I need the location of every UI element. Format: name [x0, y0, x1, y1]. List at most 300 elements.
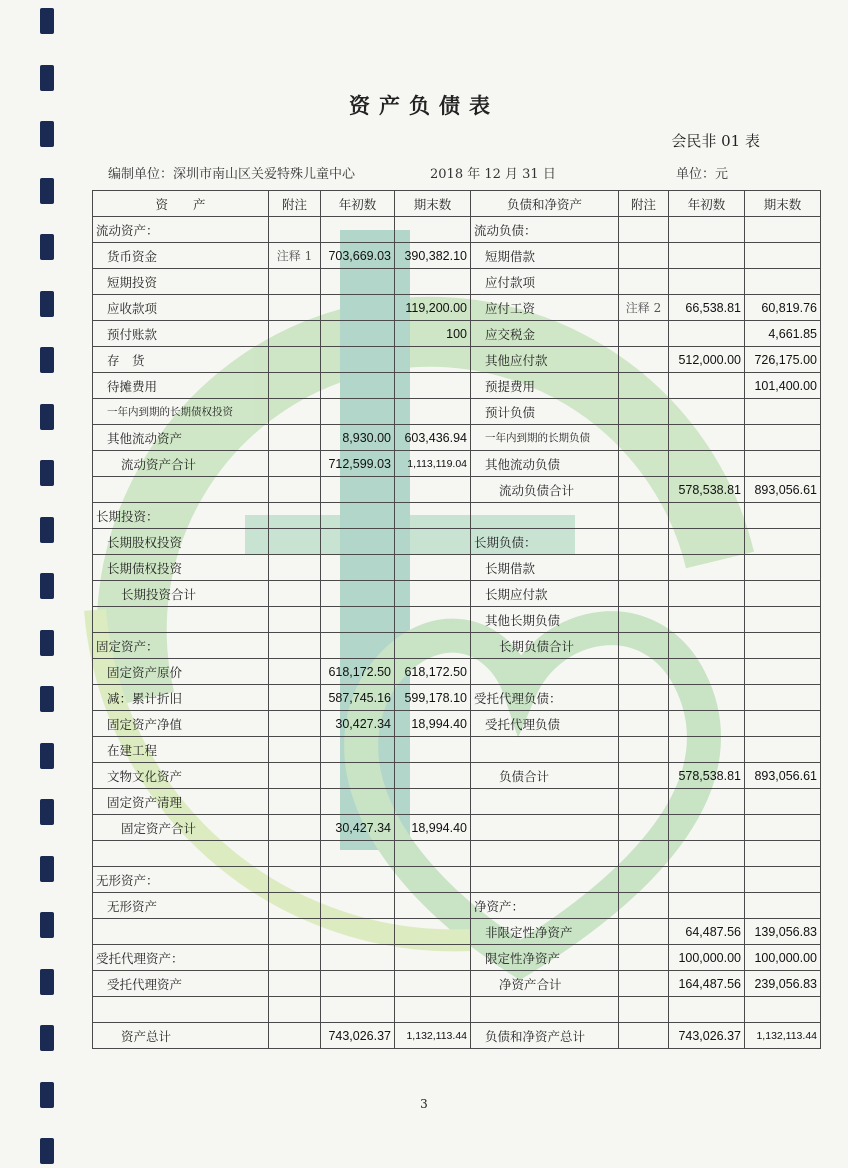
liability-note-cell: 注释 2: [619, 295, 669, 321]
table-row: [93, 243, 821, 269]
liability-label-cell: 应付款项: [471, 269, 619, 295]
liability-label-cell: [471, 841, 619, 867]
asset-end-cell: [395, 789, 471, 815]
table-row: [93, 685, 821, 711]
asset-end-cell: 1,113,119.04: [395, 451, 471, 477]
liability-begin-cell: [669, 529, 745, 555]
liability-begin-cell: [669, 503, 745, 529]
header-begin-2: 年初数: [669, 191, 745, 217]
table-row: [93, 1023, 821, 1049]
liability-note-cell: [619, 893, 669, 919]
asset-end-cell: [395, 867, 471, 893]
asset-end-cell: 100: [395, 321, 471, 347]
header-end: 期末数: [395, 191, 471, 217]
liability-note-cell: [619, 841, 669, 867]
asset-end-cell: [395, 971, 471, 997]
currency-unit: 单位：元: [676, 167, 729, 182]
liability-note-cell: [619, 789, 669, 815]
liability-begin-cell: [669, 841, 745, 867]
asset-label-cell: 长期投资：: [93, 503, 269, 529]
header-end-2: 期末数: [745, 191, 821, 217]
liability-begin-cell: [669, 217, 745, 243]
asset-note-cell: [269, 373, 321, 399]
table-row: [93, 841, 821, 867]
binding-hole: [40, 1138, 54, 1164]
liability-label-cell: 应付工资: [471, 295, 619, 321]
binding-hole: [40, 856, 54, 882]
header-note: 附注: [269, 191, 321, 217]
liability-begin-cell: [669, 737, 745, 763]
liability-note-cell: [619, 217, 669, 243]
liability-note-cell: [619, 763, 669, 789]
liability-begin-cell: [669, 789, 745, 815]
liability-begin-cell: 578,538.81: [669, 477, 745, 503]
asset-note-cell: [269, 763, 321, 789]
liability-end-cell: [745, 503, 821, 529]
header-note-2: 附注: [619, 191, 669, 217]
asset-begin-cell: [321, 555, 395, 581]
liability-note-cell: [619, 659, 669, 685]
liability-begin-cell: 743,026.37: [669, 1023, 745, 1049]
asset-note-cell: [269, 919, 321, 945]
asset-note-cell: [269, 1023, 321, 1049]
asset-begin-cell: 30,427.34: [321, 711, 395, 737]
liability-label-cell: 净资产合计: [471, 971, 619, 997]
page-title: 资产负债表: [349, 93, 499, 118]
binding-hole: [40, 291, 54, 317]
asset-end-cell: [395, 633, 471, 659]
liability-end-cell: [745, 789, 821, 815]
table-row: [93, 971, 821, 997]
asset-note-cell: [269, 451, 321, 477]
asset-end-cell: [395, 477, 471, 503]
asset-end-cell: [395, 581, 471, 607]
liability-begin-cell: 100,000.00: [669, 945, 745, 971]
liability-begin-cell: [669, 399, 745, 425]
asset-label-cell: 减：累计折旧: [93, 685, 269, 711]
asset-begin-cell: [321, 373, 395, 399]
liability-end-cell: [745, 243, 821, 269]
asset-note-cell: [269, 737, 321, 763]
table-row: [93, 607, 821, 633]
asset-label-cell: 固定资产净值: [93, 711, 269, 737]
asset-end-cell: [395, 607, 471, 633]
spiral-binding: [40, 0, 54, 1168]
asset-label-cell: [93, 477, 269, 503]
liability-note-cell: [619, 555, 669, 581]
asset-note-cell: [269, 503, 321, 529]
table-row: [93, 217, 821, 243]
asset-end-cell: [395, 945, 471, 971]
asset-label-cell: 长期股权投资: [93, 529, 269, 555]
asset-end-cell: [395, 503, 471, 529]
liability-begin-cell: [669, 633, 745, 659]
liability-label-cell: 长期借款: [471, 555, 619, 581]
table-row: [93, 503, 821, 529]
liability-label-cell: [471, 997, 619, 1023]
liability-note-cell: [619, 529, 669, 555]
table-row: [93, 997, 821, 1023]
liability-label-cell: 一年内到期的长期负债: [471, 425, 619, 451]
asset-note-cell: [269, 425, 321, 451]
liability-end-cell: [745, 269, 821, 295]
table-row: [93, 295, 821, 321]
asset-note-cell: [269, 607, 321, 633]
asset-note-cell: [269, 321, 321, 347]
asset-begin-cell: 743,026.37: [321, 1023, 395, 1049]
asset-begin-cell: 712,599.03: [321, 451, 395, 477]
table-row: [93, 425, 821, 451]
liability-end-cell: 239,056.83: [745, 971, 821, 997]
asset-begin-cell: [321, 581, 395, 607]
asset-end-cell: 18,994.40: [395, 815, 471, 841]
table-row: [93, 269, 821, 295]
form-code: 会民非 01 表: [671, 132, 760, 150]
liability-label-cell: 净资产：: [471, 893, 619, 919]
asset-begin-cell: [321, 789, 395, 815]
liability-label-cell: [471, 867, 619, 893]
liability-end-cell: [745, 399, 821, 425]
liability-label-cell: 限定性净资产: [471, 945, 619, 971]
liability-begin-cell: [669, 607, 745, 633]
table-row: [93, 945, 821, 971]
liability-label-cell: 预计负债: [471, 399, 619, 425]
liability-end-cell: [745, 633, 821, 659]
asset-begin-cell: [321, 607, 395, 633]
asset-note-cell: [269, 815, 321, 841]
asset-label-cell: 一年内到期的长期债权投资: [93, 399, 269, 425]
liability-begin-cell: [669, 659, 745, 685]
asset-note-cell: [269, 399, 321, 425]
binding-hole: [40, 912, 54, 938]
liability-end-cell: [745, 685, 821, 711]
asset-note-cell: [269, 789, 321, 815]
asset-note-cell: [269, 685, 321, 711]
table-row: [93, 373, 821, 399]
asset-begin-cell: [321, 945, 395, 971]
liability-begin-cell: [669, 815, 745, 841]
liability-note-cell: [619, 347, 669, 373]
asset-end-cell: [395, 841, 471, 867]
binding-hole: [40, 404, 54, 430]
asset-note-cell: [269, 633, 321, 659]
table-row: [93, 451, 821, 477]
asset-label-cell: 在建工程: [93, 737, 269, 763]
page-number: 3: [420, 1097, 428, 1111]
asset-label-cell: 短期投资: [93, 269, 269, 295]
liability-label-cell: 受托代理负债: [471, 711, 619, 737]
asset-note-cell: [269, 217, 321, 243]
asset-label-cell: 流动资产：: [93, 217, 269, 243]
asset-label-cell: [93, 919, 269, 945]
liability-end-cell: [745, 711, 821, 737]
liability-end-cell: [745, 425, 821, 451]
table-row: [93, 711, 821, 737]
asset-label-cell: 流动资产合计: [93, 451, 269, 477]
asset-end-cell: [395, 997, 471, 1023]
liability-note-cell: [619, 451, 669, 477]
liability-begin-cell: [669, 893, 745, 919]
asset-end-cell: [395, 737, 471, 763]
liability-note-cell: [619, 581, 669, 607]
liability-end-cell: [745, 841, 821, 867]
table-row: [93, 399, 821, 425]
table-row: [93, 581, 821, 607]
table-row: [93, 893, 821, 919]
asset-label-cell: [93, 841, 269, 867]
binding-hole: [40, 8, 54, 34]
asset-note-cell: [269, 269, 321, 295]
liability-note-cell: [619, 503, 669, 529]
liability-label-cell: 长期应付款: [471, 581, 619, 607]
liability-label-cell: [471, 815, 619, 841]
liability-begin-cell: 164,487.56: [669, 971, 745, 997]
liability-note-cell: [619, 737, 669, 763]
asset-label-cell: 受托代理资产: [93, 971, 269, 997]
asset-note-cell: [269, 555, 321, 581]
asset-end-cell: [395, 555, 471, 581]
asset-note-cell: [269, 997, 321, 1023]
liability-end-cell: [745, 451, 821, 477]
liability-label-cell: 其他长期负债: [471, 607, 619, 633]
liability-end-cell: [745, 581, 821, 607]
binding-hole: [40, 1025, 54, 1051]
liability-note-cell: [619, 243, 669, 269]
asset-label-cell: 资产总计: [93, 1023, 269, 1049]
liability-note-cell: [619, 321, 669, 347]
liability-end-cell: [745, 555, 821, 581]
asset-label-cell: 受托代理资产：: [93, 945, 269, 971]
liability-note-cell: [619, 971, 669, 997]
asset-end-cell: [395, 269, 471, 295]
asset-note-cell: [269, 295, 321, 321]
liability-label-cell: 流动负债：: [471, 217, 619, 243]
liability-end-cell: 4,661.85: [745, 321, 821, 347]
asset-label-cell: 固定资产清理: [93, 789, 269, 815]
asset-label-cell: 待摊费用: [93, 373, 269, 399]
liability-end-cell: [745, 815, 821, 841]
liability-end-cell: 100,000.00: [745, 945, 821, 971]
table-row: [93, 321, 821, 347]
binding-hole: [40, 460, 54, 486]
liability-begin-cell: 578,538.81: [669, 763, 745, 789]
asset-label-cell: 长期债权投资: [93, 555, 269, 581]
liability-label-cell: 其他应付款: [471, 347, 619, 373]
binding-hole: [40, 234, 54, 260]
asset-note-cell: [269, 529, 321, 555]
asset-end-cell: 119,200.00: [395, 295, 471, 321]
asset-begin-cell: [321, 529, 395, 555]
asset-end-cell: [395, 399, 471, 425]
liability-label-cell: 其他流动负债: [471, 451, 619, 477]
asset-label-cell: 其他流动资产: [93, 425, 269, 451]
asset-begin-cell: 30,427.34: [321, 815, 395, 841]
binding-hole: [40, 121, 54, 147]
liability-end-cell: [745, 217, 821, 243]
asset-end-cell: 599,178.10: [395, 685, 471, 711]
asset-begin-cell: [321, 217, 395, 243]
table-row: [93, 919, 821, 945]
liability-label-cell: 负债合计: [471, 763, 619, 789]
asset-begin-cell: [321, 269, 395, 295]
liability-note-cell: [619, 711, 669, 737]
liability-begin-cell: 512,000.00: [669, 347, 745, 373]
asset-end-cell: [395, 763, 471, 789]
table-row: [93, 867, 821, 893]
liability-begin-cell: [669, 451, 745, 477]
table-header-row: [93, 191, 821, 217]
liability-end-cell: 726,175.00: [745, 347, 821, 373]
asset-begin-cell: [321, 997, 395, 1023]
asset-begin-cell: [321, 919, 395, 945]
liability-begin-cell: [669, 425, 745, 451]
liability-note-cell: [619, 1023, 669, 1049]
report-date: 2018 年 12 月 31 日: [430, 167, 556, 182]
binding-hole: [40, 573, 54, 599]
asset-label-cell: 存 货: [93, 347, 269, 373]
liability-note-cell: [619, 425, 669, 451]
liability-end-cell: 1,132,113.44: [745, 1023, 821, 1049]
liability-label-cell: 负债和净资产总计: [471, 1023, 619, 1049]
asset-label-cell: [93, 607, 269, 633]
liability-end-cell: 893,056.61: [745, 477, 821, 503]
liability-label-cell: 长期负债合计: [471, 633, 619, 659]
liability-note-cell: [619, 399, 669, 425]
asset-begin-cell: 8,930.00: [321, 425, 395, 451]
liability-end-cell: 139,056.83: [745, 919, 821, 945]
table-row: [93, 763, 821, 789]
liability-begin-cell: [669, 711, 745, 737]
liability-label-cell: [471, 503, 619, 529]
asset-begin-cell: [321, 867, 395, 893]
asset-note-cell: [269, 893, 321, 919]
asset-note-cell: [269, 711, 321, 737]
liability-note-cell: [619, 477, 669, 503]
asset-label-cell: 文物文化资产: [93, 763, 269, 789]
binding-hole: [40, 347, 54, 373]
asset-label-cell: 长期投资合计: [93, 581, 269, 607]
asset-end-cell: [395, 893, 471, 919]
asset-begin-cell: [321, 971, 395, 997]
asset-begin-cell: 587,745.16: [321, 685, 395, 711]
liability-note-cell: [619, 815, 669, 841]
asset-begin-cell: 703,669.03: [321, 243, 395, 269]
liability-label-cell: 受托代理负债：: [471, 685, 619, 711]
table-row: [93, 529, 821, 555]
asset-begin-cell: [321, 503, 395, 529]
asset-note-cell: 注释 1: [269, 243, 321, 269]
asset-label-cell: [93, 997, 269, 1023]
liability-begin-cell: [669, 321, 745, 347]
liability-begin-cell: [669, 555, 745, 581]
table-row: [93, 555, 821, 581]
asset-begin-cell: [321, 763, 395, 789]
liability-note-cell: [619, 685, 669, 711]
asset-label-cell: 固定资产合计: [93, 815, 269, 841]
table-row: [93, 347, 821, 373]
table-row: [93, 659, 821, 685]
asset-note-cell: [269, 971, 321, 997]
liability-label-cell: 预提费用: [471, 373, 619, 399]
asset-note-cell: [269, 841, 321, 867]
liability-note-cell: [619, 373, 669, 399]
binding-hole: [40, 630, 54, 656]
liability-begin-cell: [669, 867, 745, 893]
liability-note-cell: [619, 607, 669, 633]
liability-begin-cell: [669, 581, 745, 607]
asset-end-cell: [395, 373, 471, 399]
liability-end-cell: [745, 607, 821, 633]
liability-end-cell: 101,400.00: [745, 373, 821, 399]
asset-label-cell: 货币资金: [93, 243, 269, 269]
asset-label-cell: 固定资产：: [93, 633, 269, 659]
asset-begin-cell: [321, 399, 395, 425]
liability-end-cell: [745, 529, 821, 555]
liability-note-cell: [619, 997, 669, 1023]
asset-note-cell: [269, 477, 321, 503]
table-row: [93, 789, 821, 815]
binding-hole: [40, 969, 54, 995]
balance-sheet-table: [92, 190, 821, 1049]
liability-end-cell: [745, 659, 821, 685]
liability-label-cell: 短期借款: [471, 243, 619, 269]
asset-begin-cell: [321, 477, 395, 503]
liability-begin-cell: 66,538.81: [669, 295, 745, 321]
liability-note-cell: [619, 269, 669, 295]
asset-begin-cell: [321, 321, 395, 347]
liability-end-cell: 60,819.76: [745, 295, 821, 321]
binding-hole: [40, 65, 54, 91]
liability-begin-cell: [669, 243, 745, 269]
asset-begin-cell: [321, 633, 395, 659]
liability-begin-cell: [669, 997, 745, 1023]
asset-begin-cell: [321, 893, 395, 919]
asset-begin-cell: [321, 737, 395, 763]
asset-note-cell: [269, 347, 321, 373]
liability-label-cell: [471, 737, 619, 763]
binding-hole: [40, 743, 54, 769]
liability-label-cell: [471, 789, 619, 815]
liability-end-cell: 893,056.61: [745, 763, 821, 789]
asset-begin-cell: [321, 295, 395, 321]
binding-hole: [40, 517, 54, 543]
asset-end-cell: 603,436.94: [395, 425, 471, 451]
table-row: [93, 477, 821, 503]
asset-end-cell: 18,994.40: [395, 711, 471, 737]
asset-begin-cell: [321, 841, 395, 867]
table-row: [93, 633, 821, 659]
asset-label-cell: 预付账款: [93, 321, 269, 347]
liability-note-cell: [619, 633, 669, 659]
asset-label-cell: 固定资产原价: [93, 659, 269, 685]
liability-label-cell: 应交税金: [471, 321, 619, 347]
table-row: [93, 737, 821, 763]
liability-note-cell: [619, 867, 669, 893]
binding-hole: [40, 686, 54, 712]
liability-note-cell: [619, 945, 669, 971]
binding-hole: [40, 178, 54, 204]
liability-end-cell: [745, 867, 821, 893]
asset-label-cell: 无形资产: [93, 893, 269, 919]
header-liabilities: 负债和净资产: [471, 191, 619, 217]
table-row: [93, 815, 821, 841]
liability-label-cell: 长期负债：: [471, 529, 619, 555]
asset-end-cell: 618,172.50: [395, 659, 471, 685]
liability-label-cell: [471, 659, 619, 685]
asset-end-cell: 1,132,113.44: [395, 1023, 471, 1049]
liability-begin-cell: [669, 269, 745, 295]
liability-label-cell: 流动负债合计: [471, 477, 619, 503]
